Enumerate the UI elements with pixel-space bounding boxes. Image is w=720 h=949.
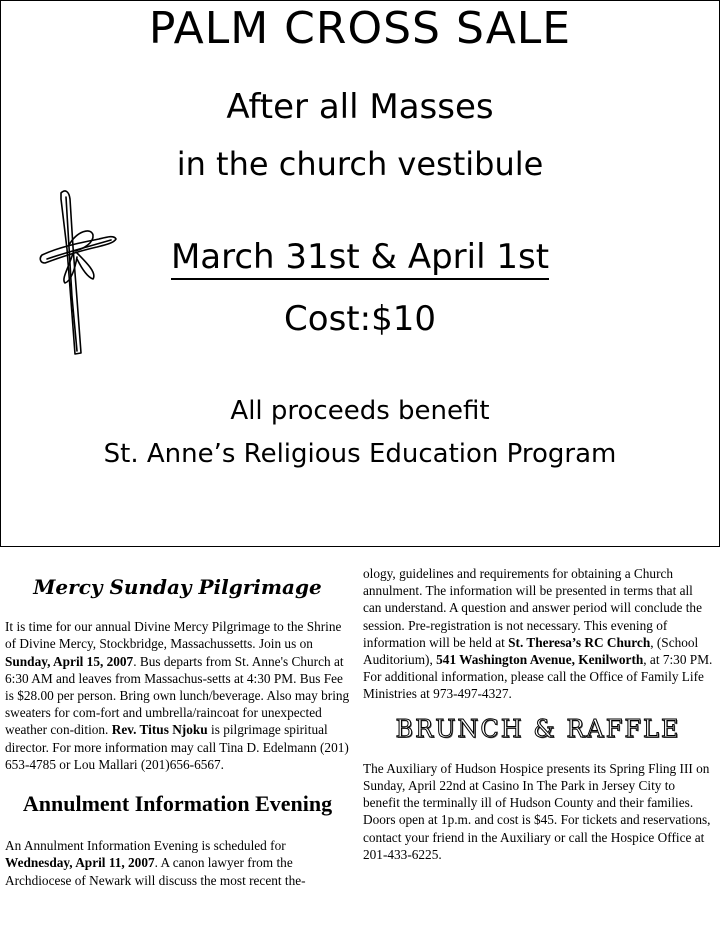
annulment-date: Wednesday, April 11, 2007 xyxy=(5,855,155,871)
palm-cross-icon xyxy=(39,187,119,357)
mercy-text-2: . Bus departs from St. Anne's Church at 6:30 AM and leaves from Massachus-setts at 4:30 PM. Bus Fee is $28.00 per person. Bring own lunch/beverage. Also may bring sweaters for com-fort and umbrella/raincoat for unexpected weather con-dition. xyxy=(5,653,350,738)
flyer-line-masses: After all Masses xyxy=(226,87,494,127)
mercy-date: Sunday, April 15, 2007 xyxy=(5,653,134,669)
annulment-text-3: ology, guidelines and requirements for obtaining a Church annulment. The information will be presented in terms that all can understand. A question and answer period will conclude the session. Pre-registration is not necessary. This evening of information will be held at xyxy=(363,566,702,650)
mercy-text-1: It is time for our annual Divine Mercy Pilgrimage to the Shrine of Divine Mercy, Stockbridge, Massachussetts. Join us on xyxy=(5,619,342,652)
right-column xyxy=(363,565,713,863)
annulment-text-5: , at 7:30 PM. For additional information, please call the Office of Family Life Ministries at 973-497-4327. xyxy=(363,652,713,702)
annulment-text-1: An Annulment Information Evening is scheduled for xyxy=(5,838,286,854)
annulment-text-2: . A canon lawyer from the Archdiocese of Newark will discuss the most recent the- xyxy=(5,855,306,888)
mercy-heading: Mercy Sunday Pilgrimage xyxy=(33,575,322,599)
mercy-director: Rev. Titus Njoku xyxy=(111,722,208,738)
annulment-text-4: , (School Auditorium), xyxy=(363,634,699,668)
annulment-church: St. Theresa’s RC Church xyxy=(508,634,651,650)
annulment-body-part2 xyxy=(363,565,713,703)
flyer-dates-text: March 31st & April 1st xyxy=(171,237,549,280)
annulment-heading: Annulment Information Evening xyxy=(22,791,333,817)
annulment-address: 541 Washington Avenue, Kenilworth xyxy=(436,652,644,668)
left-column xyxy=(5,553,350,889)
mercy-body xyxy=(5,618,350,773)
brunch-body: The Auxiliary of Hudson Hospice presents its Spring Fling III on Sunday, April 22nd at Casino In The Park in Jersey City to benefit the terminally ill of Hudson County and their families. Doors open at 1p.m. and cost is $45. For tickets and reservations, contact your friend in the Auxiliary or call the Hospice Office at 201-433-6225. xyxy=(363,760,711,862)
flyer-cost: Cost:$10 xyxy=(284,299,436,339)
annulment-body-part1 xyxy=(5,837,350,889)
brunch-heading: BRUNCH & RAFFLE xyxy=(395,714,681,743)
mercy-text-3: is pilgrimage spiritual director. For more information may call Tina D. Edelmann (201) 653-4785 or Lou Mallari (201)656-6567. xyxy=(5,722,349,772)
flyer-proceeds-line1: All proceeds benefit xyxy=(230,396,490,426)
flyer-line-vestibule: in the church vestibule xyxy=(176,145,544,183)
flyer-proceeds-line2: St. Anne’s Religious Education Program xyxy=(103,439,617,469)
flyer-title: PALM CROSS SALE xyxy=(148,3,572,54)
